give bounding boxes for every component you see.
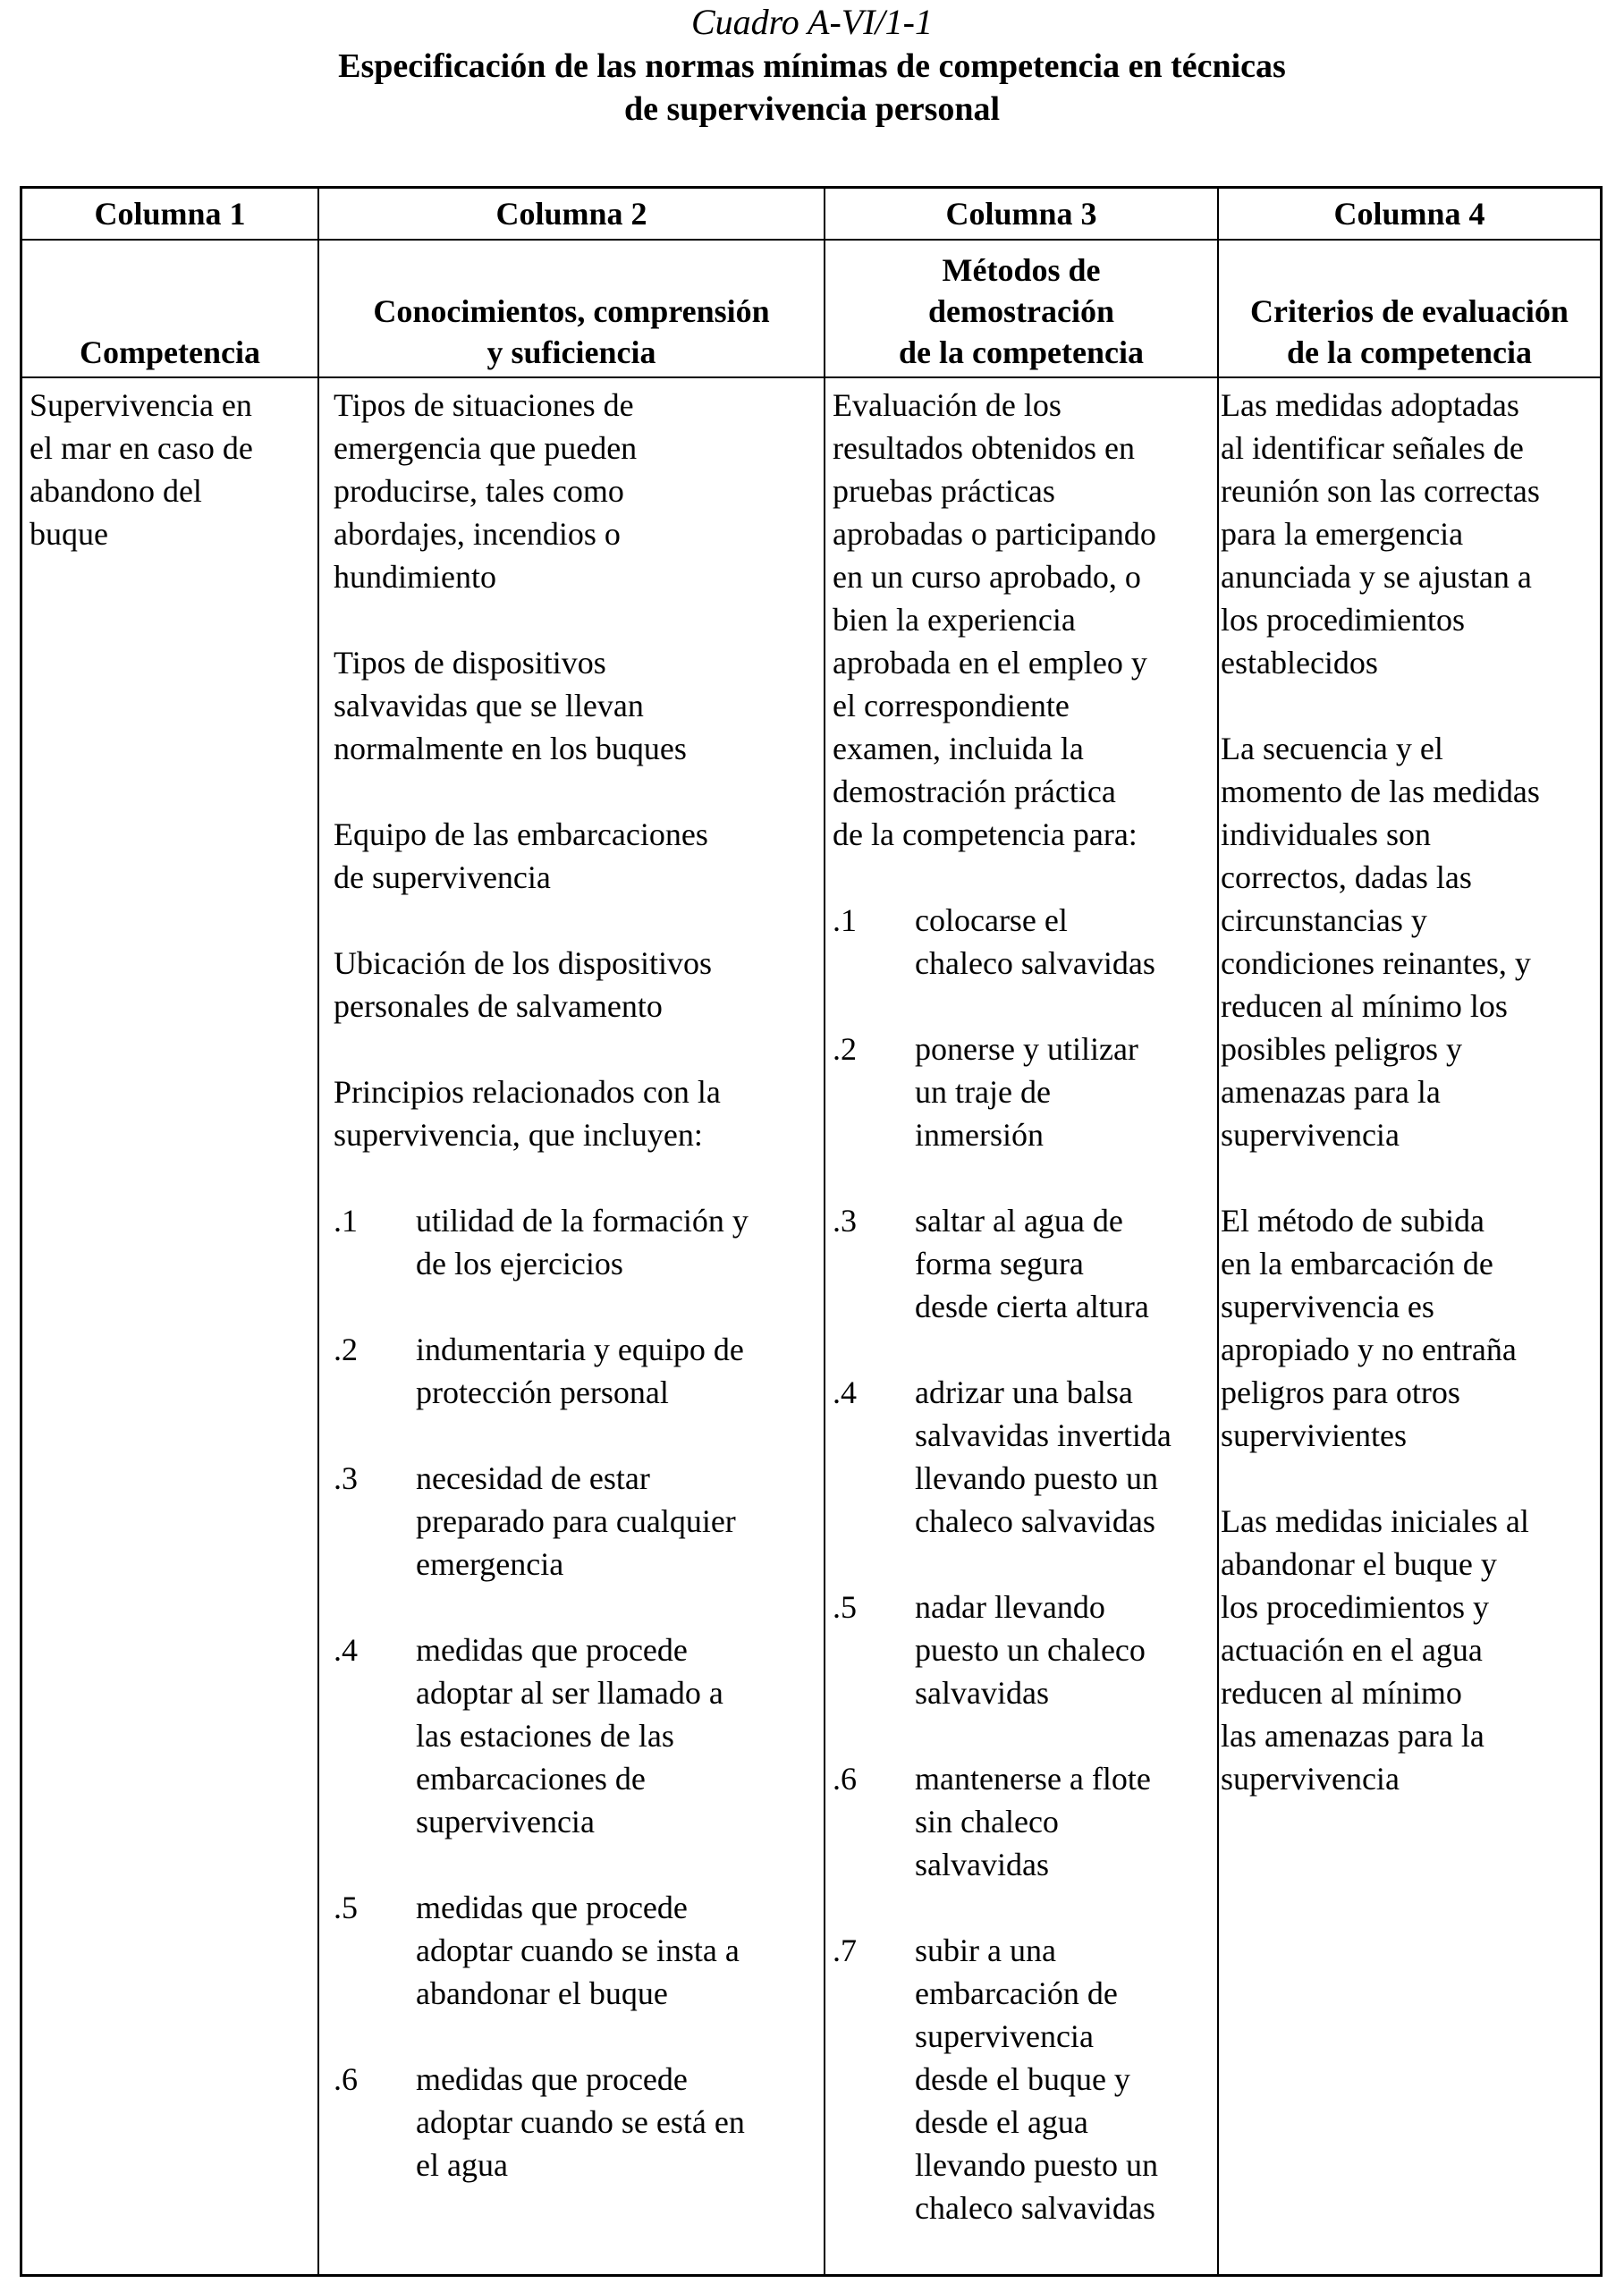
item-text: necesidad de estar preparado para cualquier emergencia [416,1460,736,1582]
list-item [334,1886,824,2015]
item-number: .7 [833,1933,857,1968]
competence-table [20,186,1603,2277]
column-number-2: Columna 2 [495,196,647,232]
competence-text: Supervivencia en el mar en caso de abandono del buque [30,387,253,552]
knowledge-paragraph: Tipos de dispositivos salvavidas que se llevan normalmente en los buques [334,645,687,766]
list-item [334,1628,824,1843]
methods-intro: Evaluación de los resultados obtenidos en pruebas prácticas aprobadas o participando en un curso aprobado, o bien la experiencia aprobada en el empleo y el correspondiente examen, incluida la demostración práctica de la competencia para: [833,387,1156,852]
item-number: .5 [334,1890,358,1925]
column-divider [1217,189,1219,2274]
item-number: .4 [334,1632,358,1668]
cell-criterios [1221,384,1603,1800]
item-text: medidas que procede adoptar cuando se insta a abandonar el buque [416,1890,740,2011]
item-text: colocarse el chaleco salvavidas [915,902,1155,981]
column-number-1: Columna 1 [94,196,246,232]
list-item [833,899,1217,985]
list-item [833,1199,1217,1328]
list-item [334,1328,824,1414]
column-divider [824,189,825,2274]
column-heading-criterios: Criterios de evaluación de la competencia [1250,293,1569,370]
item-text: saltar al agua de forma segura desde cierta altura [915,1203,1149,1324]
item-text: indumentaria y equipo de protección personal [416,1332,744,1410]
table-caption: Cuadro A-VI/1-1 [691,2,933,42]
item-number: .2 [334,1332,358,1367]
item-text: ponerse y utilizar un traje de inmersión [915,1031,1138,1153]
item-text: medidas que procede adoptar cuando se está en el agua [416,2061,745,2183]
cell-conocimientos [334,384,824,2229]
column-heading-conocimientos: Conocimientos, comprensión y suficiencia [373,293,770,370]
criteria-paragraph: El método de subida en la embarcación de supervivencia es apropiado y no entraña peligros para otros supervivientes [1221,1203,1517,1453]
item-number: .3 [334,1460,358,1496]
column-heading-metodos: Métodos de demostración de la competencia [899,252,1144,370]
item-number: .5 [833,1589,857,1625]
item-text: nadar llevando puesto un chaleco salvavidas [915,1589,1146,1711]
item-number: .4 [833,1374,857,1410]
item-text: utilidad de la formación y de los ejercicios [416,1203,749,1281]
row-divider [22,376,1600,378]
knowledge-paragraph: Ubicación de los dispositivos personales de salvamento [334,945,712,1024]
item-number: .3 [833,1203,857,1239]
list-item [833,1028,1217,1156]
list-item [833,1586,1217,1714]
item-number: .6 [833,1761,857,1797]
item-text: mantenerse a flote sin chaleco salvavidas [915,1761,1151,1882]
criteria-paragraph: Las medidas adoptadas al identificar señales de reunión son las correctas para la emergencia anunciada y se ajustan a los procedimientos establecidos [1221,387,1540,681]
column-number-4: Columna 4 [1333,196,1485,232]
item-number: .2 [833,1031,857,1067]
list-item [833,1757,1217,1886]
item-number: .1 [334,1203,358,1239]
list-item [833,1371,1217,1543]
knowledge-paragraph: Equipo de las embarcaciones de supervivencia [334,816,708,895]
knowledge-paragraph: Tipos de situaciones de emergencia que pueden producirse, tales como abordajes, incendios o hundimiento [334,387,638,595]
row-divider [22,239,1600,241]
criteria-paragraph: Las medidas iniciales al abandonar el buque y los procedimientos y actuación en el agua reducen al mínimo las amenazas para la supervivencia [1221,1503,1529,1797]
item-number: .6 [334,2061,358,2097]
list-item [334,2058,824,2186]
item-text: subir a una embarcación de supervivencia desde el buque y desde el agua llevando puesto un chaleco salvavidas [915,1933,1158,2226]
list-item [334,1457,824,1586]
list-item [334,1199,824,1285]
knowledge-paragraph: Principios relacionados con la supervivencia, que incluyen: [334,1074,721,1153]
column-divider [317,189,319,2274]
item-text: medidas que procede adoptar al ser llamado a las estaciones de las embarcaciones de supervivencia [416,1632,723,1840]
list-item [833,1929,1217,2229]
document-title: Especificación de las normas mínimas de competencia en técnicas de supervivencia personal [338,47,1286,128]
column-number-3: Columna 3 [945,196,1097,232]
item-number: .1 [833,902,857,938]
criteria-paragraph: La secuencia y el momento de las medidas individuales son correctos, dadas las circunstancias y condiciones reinantes, y reducen al mínimo los posibles peligros y amenazas para la supervivencia [1221,731,1540,1153]
cell-metodos [833,384,1217,2229]
column-heading-competencia: Competencia [80,334,260,370]
cell-competencia [30,384,314,555]
item-text: adrizar una balsa salvavidas invertida llevando puesto un chaleco salvavidas [915,1374,1171,1539]
